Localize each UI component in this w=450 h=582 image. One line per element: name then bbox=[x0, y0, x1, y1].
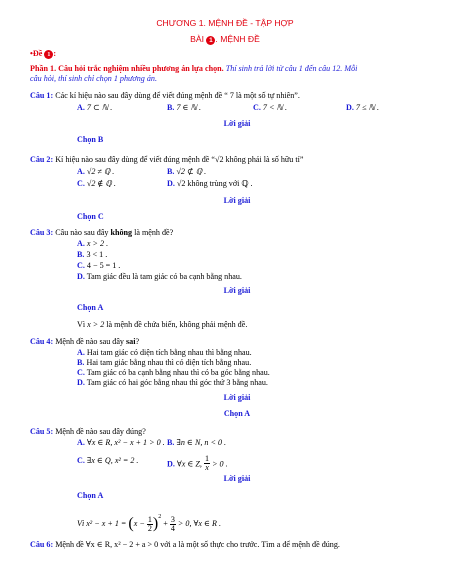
q2-option-b-letter: B. bbox=[167, 167, 175, 176]
exam-label-text: Đề bbox=[32, 49, 43, 58]
q4-text-bold: sai bbox=[126, 337, 136, 346]
q2-option-c-text: √2 ∉ ℚ . bbox=[86, 179, 116, 188]
part1-instructions-1: Thí sinh trả lời từ câu 1 đến câu 12. Mỗi bbox=[225, 64, 358, 73]
q3-option-b-text: 3 < 1 . bbox=[86, 250, 108, 259]
q3-explanation bbox=[77, 320, 247, 330]
q1-answer: Chọn B bbox=[77, 135, 104, 144]
q4-stem bbox=[30, 337, 139, 347]
q2-option-a-text: √2 ≠ ℚ . bbox=[86, 167, 115, 176]
q5-explanation-post: > 0, ∀x ∈ R . bbox=[175, 519, 221, 528]
q4-option-a bbox=[77, 348, 252, 358]
q4-option-d-letter: D. bbox=[77, 378, 85, 387]
q3-text-pre: Câu nào sau đây bbox=[55, 228, 111, 237]
chapter-title: CHƯƠNG 1. MỆNH ĐỀ - TẬP HỢP bbox=[156, 18, 294, 28]
q2-option-d bbox=[167, 179, 252, 189]
exam-label bbox=[30, 49, 56, 59]
q3-explanation-math: x > 2 bbox=[87, 320, 105, 329]
q1-option-d bbox=[346, 103, 379, 113]
q1-label: Câu 1: bbox=[30, 91, 54, 100]
q2-option-a-letter: A. bbox=[77, 167, 85, 176]
q2-label: Câu 2: bbox=[30, 155, 54, 164]
q4-label: Câu 4: bbox=[30, 337, 54, 346]
q2-option-a bbox=[77, 167, 114, 177]
q5-option-a-letter: A. bbox=[77, 438, 85, 447]
q6-stem bbox=[30, 540, 340, 550]
q1-option-b-text: 7 ∈ ℕ . bbox=[176, 103, 202, 112]
q6-text: Mệnh đề ∀x ∈ R, x² − 2 + a > 0 với a là một số thực cho trước. Tìm a để mệnh đề đúng. bbox=[55, 540, 340, 549]
q4-option-c bbox=[77, 368, 270, 378]
q1-option-b bbox=[167, 103, 201, 113]
q3-option-c-text: 4 − 5 = 1 . bbox=[86, 261, 121, 270]
q5-explanation-frac2-den: 4 bbox=[170, 523, 175, 533]
q5-option-d bbox=[167, 456, 228, 473]
q5-label: Câu 5: bbox=[30, 427, 54, 436]
q2-option-c-letter: C. bbox=[77, 179, 85, 188]
q5-option-b bbox=[167, 438, 226, 448]
q4-option-a-letter: A. bbox=[77, 348, 85, 357]
q1-text: Các kí hiệu nào sau đây dùng để viết đúng mệnh đề “ 7 là một số tự nhiên”. bbox=[55, 91, 300, 100]
exam-bullet: • bbox=[30, 49, 33, 58]
q3-text-post: là mệnh đề? bbox=[132, 228, 174, 237]
q3-option-c-letter: C. bbox=[77, 261, 85, 270]
q5-answer: Chọn A bbox=[77, 491, 104, 500]
part1-instructions-2: câu hỏi, thí sinh chỉ chọn 1 phương án. bbox=[30, 74, 157, 83]
q5-text: Mệnh đề nào sau đây đúng? bbox=[55, 427, 146, 436]
q5-explanation-plus: + bbox=[161, 519, 170, 528]
q1-option-c-letter: C. bbox=[253, 103, 261, 112]
q3-answer: Chọn A bbox=[77, 303, 104, 312]
lesson-name: . MỆNH ĐỀ bbox=[215, 34, 260, 44]
q4-answer: Chọn A bbox=[223, 409, 251, 418]
q3-option-a-letter: A. bbox=[77, 239, 85, 248]
q1-stem bbox=[30, 91, 300, 101]
q4-option-d bbox=[77, 378, 268, 388]
q2-option-b bbox=[167, 167, 206, 177]
q5-option-d-text-post: > 0 . bbox=[212, 459, 228, 469]
q2-text: Kí hiệu nào sau đây dùng để viết đúng mệnh đề “√2 không phải là số hữu tỉ” bbox=[55, 155, 304, 164]
q5-explanation-paren-open: ( bbox=[128, 515, 134, 533]
q2-option-d-text: √2 không trùng với ℚ . bbox=[176, 179, 253, 188]
q2-option-b-text: √2 ⊄ ℚ . bbox=[176, 167, 207, 176]
lesson-title bbox=[0, 34, 450, 45]
q3-option-c bbox=[77, 261, 120, 271]
q5-explanation-inner: x − bbox=[133, 519, 147, 528]
q1-option-a-text: 7 ⊂ ℕ . bbox=[86, 103, 113, 112]
q4-option-c-letter: C. bbox=[77, 368, 85, 377]
q5-option-d-fraction-den: x bbox=[205, 463, 209, 472]
q5-option-d-text-pre: ∀x ∈ Z, bbox=[176, 459, 202, 469]
q3-option-a-text: x > 2 . bbox=[86, 239, 109, 248]
q1-option-d-text: 7 ≤ ℕ . bbox=[355, 103, 379, 112]
q1-option-d-letter: D. bbox=[346, 103, 354, 112]
q4-option-b-text: Hai tam giác bằng nhau thì có diện tích bằng nhau. bbox=[86, 358, 252, 367]
q4-option-c-text: Tam giác có ba cạnh bằng nhau thì có ba góc bằng nhau. bbox=[86, 368, 270, 377]
q5-stem bbox=[30, 427, 146, 437]
exam-colon: : bbox=[53, 49, 57, 58]
q5-solution-heading: Lời giải bbox=[223, 474, 251, 483]
q1-option-b-letter: B. bbox=[167, 103, 175, 112]
q5-option-d-fraction-num: 1 bbox=[204, 454, 210, 463]
q5-option-b-letter: B. bbox=[167, 438, 175, 447]
q2-option-c bbox=[77, 179, 116, 189]
q6-label: Câu 6: bbox=[30, 540, 54, 549]
q5-option-d-fraction bbox=[204, 455, 210, 472]
q4-option-b bbox=[77, 358, 251, 368]
q3-text-bold: không bbox=[110, 228, 133, 237]
q5-option-a-text: ∀x ∈ R, x² − x + 1 > 0 . bbox=[86, 438, 165, 447]
q4-option-d-text: Tam giác có hai góc bằng nhau thì góc thứ 3 bằng nhau. bbox=[86, 378, 268, 387]
lesson-prefix: BÀI bbox=[190, 34, 205, 44]
q5-option-c-letter: C. bbox=[77, 456, 85, 465]
q1-option-c-text: 7 < ℕ . bbox=[262, 103, 287, 112]
q5-explanation-pre: Vì x² − x + 1 = bbox=[77, 519, 129, 528]
q3-stem bbox=[30, 228, 173, 238]
q3-option-d bbox=[77, 272, 242, 282]
part1-heading bbox=[30, 64, 357, 74]
q1-option-a bbox=[77, 103, 112, 113]
q5-explanation-frac1-den: 2 bbox=[147, 523, 152, 533]
q4-option-b-letter: B. bbox=[77, 358, 85, 367]
q3-label: Câu 3: bbox=[30, 228, 54, 237]
lesson-number-badge: 1 bbox=[206, 36, 215, 45]
q4-option-a-text: Hai tam giác có diện tích bằng nhau thì bằng nhau. bbox=[86, 348, 252, 357]
q5-explanation-frac1-num: 1 bbox=[147, 514, 152, 524]
q3-option-b-letter: B. bbox=[77, 250, 85, 259]
q3-solution-heading: Lời giải bbox=[223, 286, 251, 295]
q1-option-c bbox=[253, 103, 287, 113]
q3-explanation-post: là mệnh đề chứa biến, không phải mệnh đề. bbox=[104, 320, 248, 329]
q2-stem bbox=[30, 155, 303, 165]
q4-text-pre: Mệnh đề nào sau đây bbox=[55, 337, 127, 346]
q5-explanation-square: 2 bbox=[158, 514, 162, 520]
part1-title: Phần 1. Câu hỏi trắc nghiệm nhiều phương án lựa chọn. bbox=[30, 64, 224, 73]
q5-explanation bbox=[77, 511, 221, 533]
q5-option-a bbox=[77, 438, 165, 448]
q5-option-c-text: ∃x ∈ Q, x² = 2 . bbox=[86, 456, 139, 465]
exam-number-badge: 1 bbox=[44, 50, 53, 59]
q1-option-a-letter: A. bbox=[77, 103, 85, 112]
q3-option-d-text: Tam giác đều là tam giác có ba cạnh bằng nhau. bbox=[86, 272, 242, 281]
q3-option-a bbox=[77, 239, 108, 249]
q3-option-d-letter: D. bbox=[77, 272, 85, 281]
q5-option-b-text: ∃n ∈ N, n < 0 . bbox=[176, 438, 227, 447]
q4-solution-heading: Lời giải bbox=[223, 393, 251, 402]
q3-option-b bbox=[77, 250, 107, 260]
q5-option-c bbox=[77, 456, 138, 466]
q2-solution-heading: Lời giải bbox=[223, 196, 251, 205]
q2-option-d-letter: D. bbox=[167, 179, 175, 188]
q5-explanation-paren-close: ) bbox=[152, 515, 159, 533]
q1-solution-heading: Lời giải bbox=[223, 119, 251, 128]
q4-text-post: ? bbox=[135, 337, 140, 346]
q5-explanation-frac2-num: 3 bbox=[170, 514, 175, 524]
q2-answer: Chọn C bbox=[77, 212, 104, 221]
q5-option-d-letter: D. bbox=[167, 459, 175, 469]
q3-explanation-pre: Vì bbox=[77, 320, 88, 329]
